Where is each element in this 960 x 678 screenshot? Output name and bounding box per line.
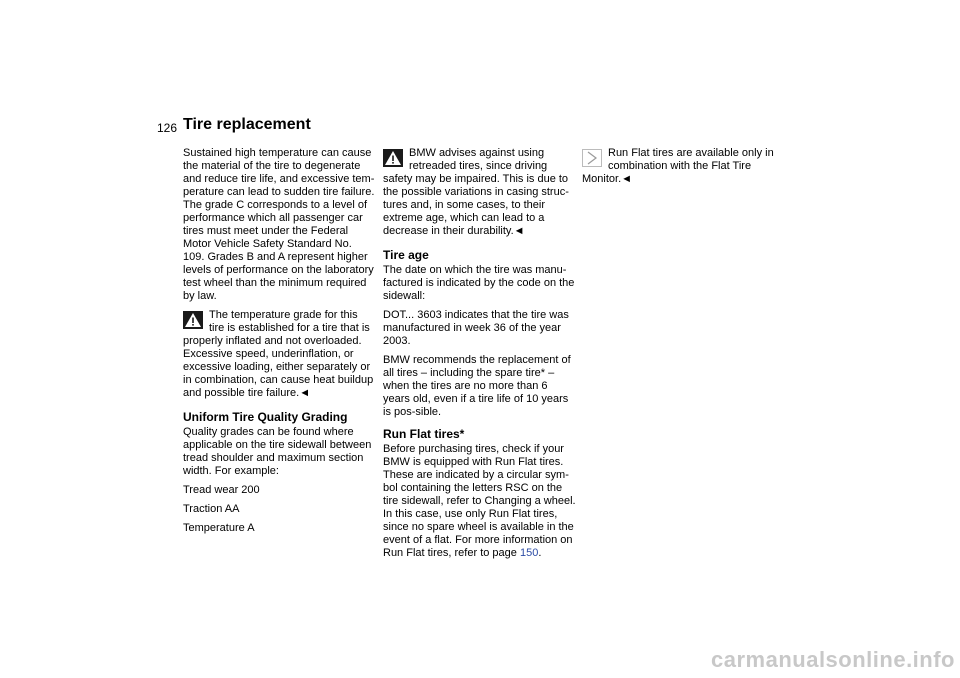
intro-paragraph: Sustained high temperature can cause the material of the tire to degenerate and reduce tire life, and excessive tem-perature can lead to sudden tire failure. The grade C corresponds to a level of performance which all passenger car tires must meet under the Federal Motor Vehicle Safety Standard No. 109. Grades B and A represent higher levels of performance on the laboratory test wheel than the minimum required by law.: [183, 147, 375, 302]
end-mark: ◄: [621, 173, 633, 185]
warning-text: BMW advises against using retreaded tires, since driving safety may be impaired. This is due to the possible variations in casing struc-tures and, in some cases, to their extreme age, which can lead to a decrease in their durability.: [383, 147, 569, 237]
page-reference-link[interactable]: 150: [519, 547, 539, 559]
warning-text: The temperature grade for this tire is established for a tire that is properly inflated and not overloaded. Excessive speed, underinflation, or excessive loading, either separately or in combination, can cause heat buildup and possible tire failure.: [183, 309, 374, 399]
grading-paragraph: Quality grades can be found where applicable on the tire sidewall between tread shoulder and maximum section width. For example:: [183, 426, 372, 477]
run-flat-text: Before purchasing tires, check if your BMW is equipped with Run Flat tires. These are indicated by a circular sym-bol containing the letters RSC on the tire sidewall, refer to Changing a wheel. In this case, use only Run Flat tires, since no spare wheel is available in the event of a flat. For more information on Run Flat tires, refer to page: [383, 443, 576, 559]
note-arrow-icon: [582, 149, 602, 167]
column-3: [582, 147, 782, 196]
end-mark: ◄: [299, 387, 311, 399]
grade-item: Tread wear 200: [183, 484, 260, 496]
section-heading-run-flat-tires: Run Flat tires*: [383, 427, 465, 441]
grade-item: Temperature A: [183, 522, 255, 534]
end-mark: ◄: [513, 225, 525, 237]
section-heading-tire-age: Tire age: [383, 248, 429, 262]
page-title: Tire replacement: [183, 116, 311, 133]
column-1: [183, 147, 375, 541]
warning-icon: [183, 311, 203, 329]
section-heading-uniform-tire-quality: Uniform Tire Quality Grading: [183, 410, 348, 424]
flat-tire-monitor-note: [582, 147, 782, 186]
watermark: carmanualsonline.info: [711, 647, 955, 672]
column-2: [383, 147, 577, 566]
retread-warning-note: [383, 147, 577, 238]
grade-item: Traction AA: [183, 503, 240, 515]
tire-age-paragraph: BMW recommends the replacement of all tires – including the spare tire* – when the tires are no more than 6 years old, even if a tire life of 10 years is pos-sible.: [383, 354, 571, 418]
sentence-end: .: [538, 547, 542, 559]
page-number: 126: [157, 121, 178, 135]
tire-age-paragraph: The date on which the tire was manu-factured is indicated by the code on the sidewall:: [383, 264, 575, 302]
temperature-warning-note: [183, 309, 375, 400]
run-flat-paragraph: [383, 443, 577, 560]
tire-age-paragraph: DOT... 3603 indicates that the tire was manufactured in week 36 of the year 2003.: [383, 309, 569, 347]
note-text: Run Flat tires are available only in combination with the Flat Tire Monitor.: [582, 147, 774, 185]
warning-icon: [383, 149, 403, 167]
